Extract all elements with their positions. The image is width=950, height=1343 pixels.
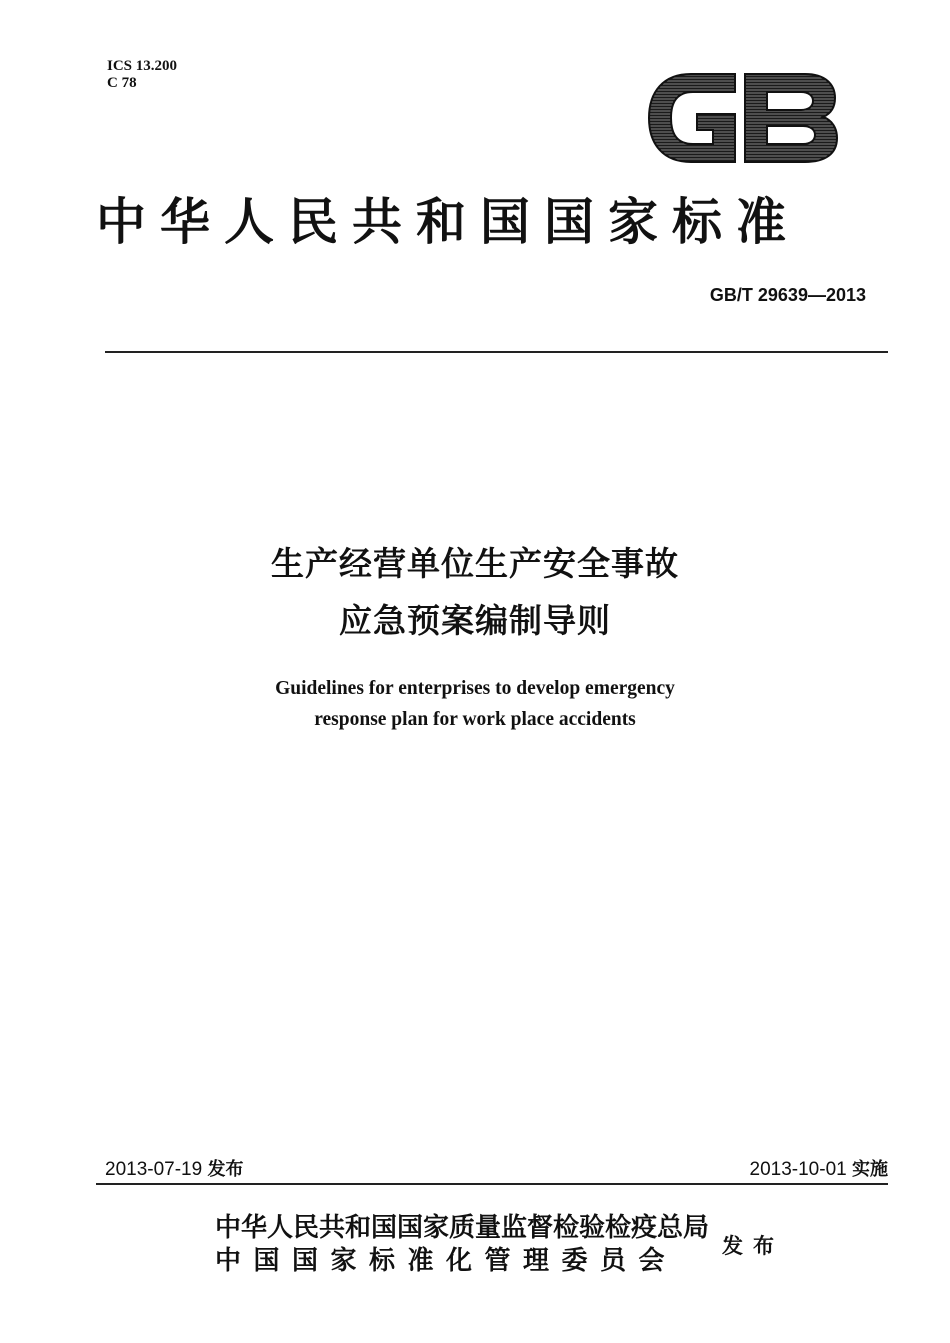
header-divider [105, 351, 888, 353]
issue-label: 发布 [207, 1159, 244, 1180]
issuer-line1: 中华人民共和国国家质量监督检验检疫总局 [215, 1213, 710, 1243]
implement-date-row [750, 1155, 888, 1181]
issue-date: 2013-07-19 [105, 1159, 203, 1180]
ccs-code: C 78 [107, 75, 137, 91]
gb-logo [645, 70, 840, 166]
footer-divider [96, 1183, 888, 1185]
issuer-line2: 中国国家标准化管理委员会 [215, 1246, 678, 1276]
english-title-line2: response plan for work place accidents [314, 709, 636, 730]
chinese-title-line2: 应急预案编制导则 [339, 601, 611, 640]
publish-label: 发布 [722, 1233, 784, 1258]
issue-date-row [105, 1155, 243, 1181]
chinese-title-line1: 生产经营单位生产安全事故 [271, 544, 679, 583]
implement-date: 2013-10-01 [749, 1159, 847, 1180]
standard-number: GB/T 29639—2013 [709, 285, 866, 305]
implement-label: 实施 [852, 1159, 888, 1180]
ics-code: ICS 13.200 [107, 58, 178, 74]
english-title-line1: Guidelines for enterprises to develop emergency [275, 678, 675, 699]
state-standard-title: 中华人民共和国国家标准 [96, 192, 800, 251]
classification-codes [107, 58, 177, 92]
